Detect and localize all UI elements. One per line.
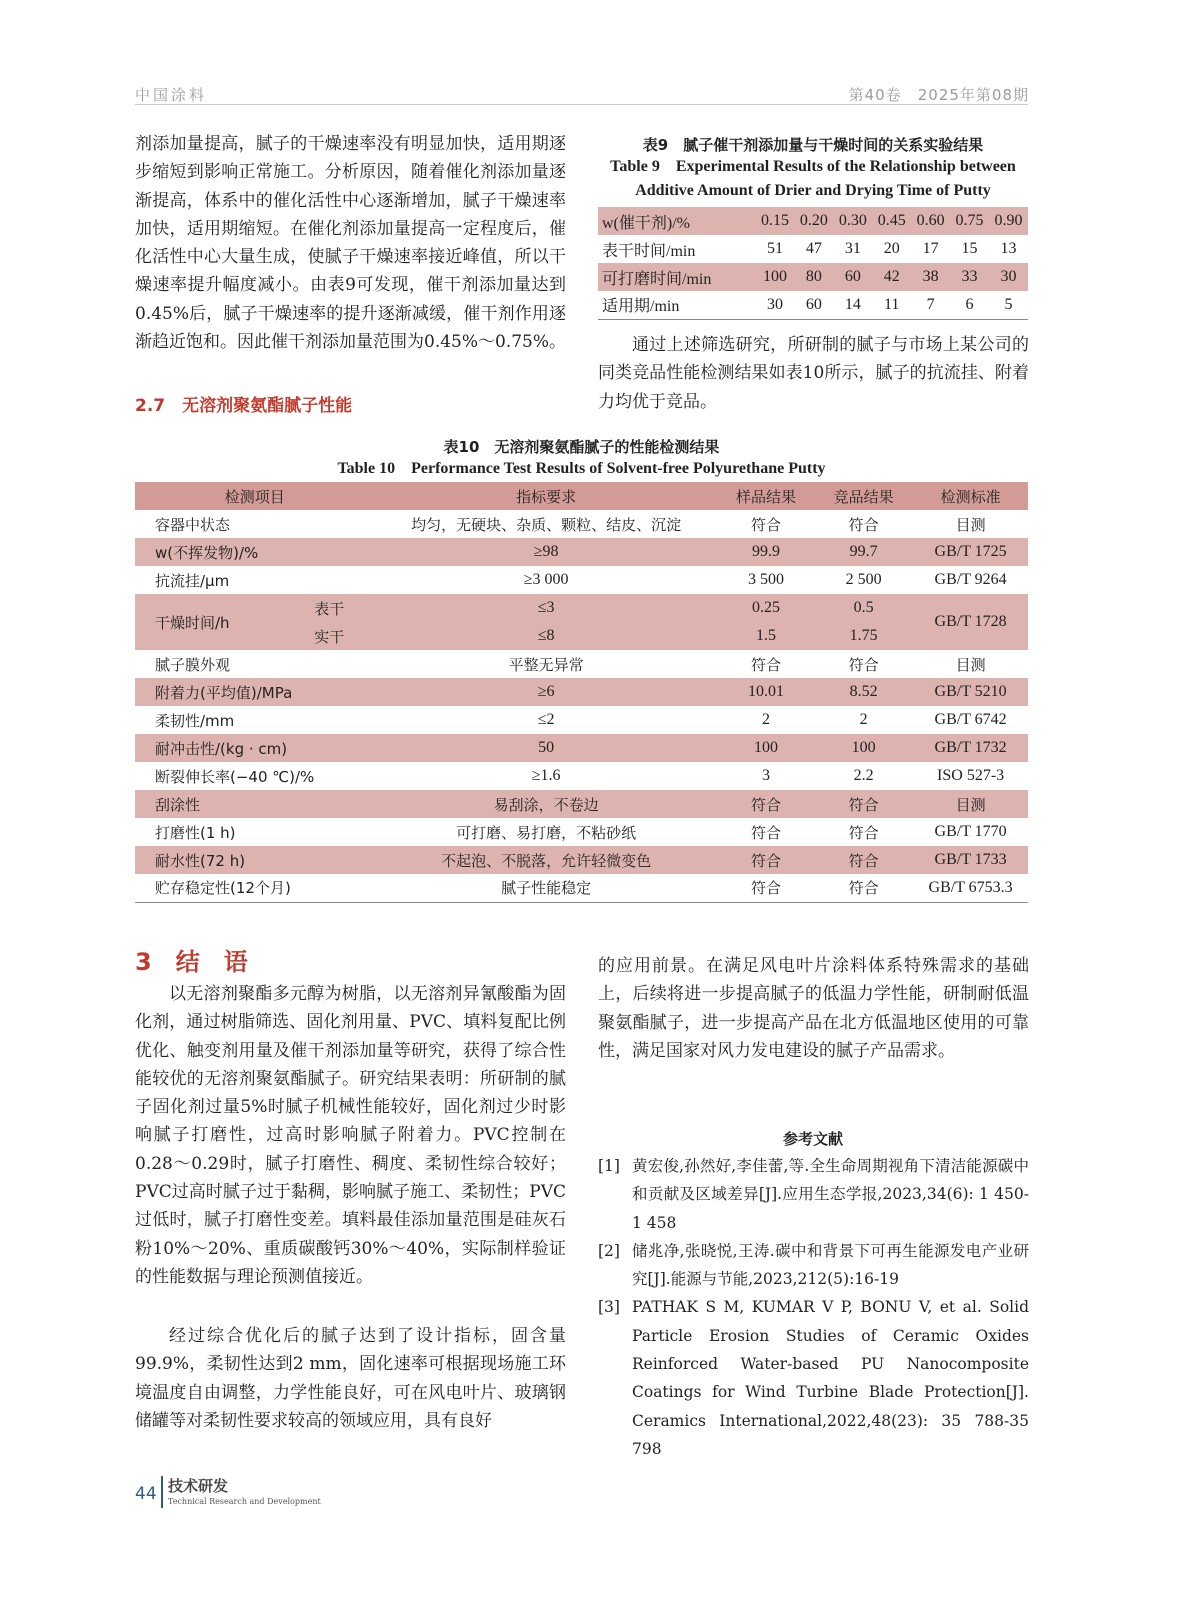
test-standard: GB/T 1733 (913, 846, 1028, 874)
test-standard: GB/T 9264 (934, 571, 1007, 588)
requirement: ≥98 (374, 538, 717, 566)
sub-item (314, 734, 374, 762)
table10-row (135, 818, 1028, 846)
competitor-result: 符合 (848, 823, 879, 842)
item: 耐水性(72 h) (135, 846, 314, 874)
cell: 30 (767, 295, 783, 313)
requirement: ≤3 (374, 594, 717, 622)
table10-header-row (135, 482, 1028, 510)
cell: 51 (767, 240, 783, 257)
table10-row (135, 678, 1028, 706)
table9 (598, 134, 1028, 320)
table9-row (598, 235, 1028, 263)
table10-row (135, 762, 1028, 790)
reference-text: PATHAK S M, KUMAR V P, BONU V, et al. Solid Particle Erosion Studies of Ceramic Oxides Reinforced Water-based PU Nanocomposite Coatings for Wind Turbine Blade Protection[J]. Ceramics International,2022,48(23): 35 788-35 798 (632, 1298, 1029, 1458)
sub-item (314, 818, 374, 846)
test-standard: GB/T 1770 (934, 823, 1007, 840)
sub-item: 实干 (314, 622, 374, 650)
item: 柔韧性/mm (155, 711, 235, 730)
test-standard: 目测 (955, 515, 986, 534)
table9-title-cn: 表9 腻子催干剂添加量与干燥时间的关系实验结果 (642, 136, 984, 154)
item: 打磨性(1 h) (155, 823, 236, 842)
item: 容器中状态 (155, 515, 231, 534)
table10-row (135, 538, 1028, 566)
table10 (135, 436, 1028, 903)
sample-result: 3 (761, 767, 770, 784)
item: 干燥时间/h (135, 594, 314, 650)
test-standard: GB/T 1725 (913, 538, 1028, 566)
cell: 20 (883, 240, 900, 257)
column-header: 指标要求 (374, 482, 717, 510)
test-standard: GB/T 6753.3 (928, 878, 1013, 896)
table10-grid (135, 482, 1028, 903)
requirement: 腻子性能稳定 (501, 879, 592, 898)
table9-title-en: Table 9 Experimental Results of the Relationship between Additive Amount of Drier and Drying Time of Putty (610, 158, 1016, 199)
cell: 0.75 (950, 207, 989, 235)
competitor-result: 99.7 (814, 538, 913, 566)
cell: 6 (965, 295, 974, 313)
reference-item (598, 1152, 1029, 1237)
cell: 38 (911, 263, 950, 291)
competitor-result: 2.2 (853, 767, 874, 784)
competitor-result: 符合 (848, 515, 879, 534)
sample-result: 2 (761, 711, 770, 728)
sub-item (314, 650, 374, 678)
cell: 0.20 (794, 207, 833, 235)
cell: 7 (926, 295, 935, 313)
test-standard: ISO 527-3 (937, 767, 1005, 784)
test-standard: GB/T 1732 (913, 734, 1028, 762)
table10-row (135, 650, 1028, 678)
requirement: ≥6 (374, 678, 717, 706)
sample-result: 符合 (750, 515, 781, 534)
row-label: 适用期/min (602, 298, 680, 316)
table10-title-en: Table 10 Performance Test Results of Solvent-free Polyurethane Putty (337, 460, 826, 477)
cell: 0.15 (756, 207, 795, 235)
cell: 5 (1004, 295, 1013, 313)
sub-item (314, 846, 374, 874)
table9-grid (598, 207, 1028, 320)
sample-result: 3 500 (747, 571, 784, 588)
requirement: 可打磨、易打磨，不粘砂纸 (456, 823, 637, 842)
requirement: ≥3 000 (523, 571, 569, 588)
row-label: w(催干剂)/% (598, 207, 756, 235)
table10-row (135, 706, 1028, 734)
cell: 0.90 (989, 207, 1028, 235)
cell: 0.45 (872, 207, 911, 235)
table10-row (135, 566, 1028, 594)
column-header: 样品结果 (718, 482, 814, 510)
reference-item (598, 1237, 1029, 1294)
reference-text: 储兆净,张晓悦,王涛.碳中和背景下可再生能源发电产业研究[J].能源与节能,2023,212(5):16-19 (632, 1241, 1029, 1289)
table10-row (135, 594, 1028, 622)
page-number: 44 (135, 1484, 157, 1504)
reference-item (598, 1293, 1029, 1463)
competitor-result: 符合 (814, 790, 913, 818)
cell: 80 (794, 263, 833, 291)
table10-row (135, 790, 1028, 818)
test-standard: 目测 (955, 655, 986, 674)
footer-section-cn: 技术研发 (168, 1477, 229, 1495)
test-standard: GB/T 1728 (913, 594, 1028, 650)
item: w(不挥发物)/% (135, 538, 314, 566)
row-label: 可打磨时间/min (598, 263, 756, 291)
item: 腻子膜外观 (155, 655, 231, 674)
sub-item (314, 678, 374, 706)
references-title: 参考文献 (782, 1130, 843, 1148)
cell: 42 (872, 263, 911, 291)
cell: 47 (805, 240, 822, 257)
footer-divider (161, 1476, 163, 1508)
requirement: 均匀，无硬块、杂质、颗粒、结皮、沉淀 (411, 515, 682, 534)
cell: 14 (844, 295, 861, 313)
sub-item (314, 538, 374, 566)
competitor-result: 8.52 (814, 678, 913, 706)
sample-result: 符合 (718, 790, 814, 818)
competitor-result: 100 (814, 734, 913, 762)
conclusion-paragraph-2: 经过综合优化后的腻子达到了设计指标，固含量99.9%，柔韧性达到2 mm，固化速率可根据现场施工环境温度自由调整，力学性能良好，可在风电叶片、玻璃钢储罐等对柔韧性要求较高的领域应用，具有良好 (135, 1326, 566, 1431)
cell: 0.60 (911, 207, 950, 235)
sub-item (314, 566, 374, 594)
requirement: 平整无异常 (508, 655, 584, 674)
right-paragraph: 通过上述筛选研究，所研制的腻子与市场上某公司的同类竞品性能检测结果如表10所示，腻子的抗流挂、附着力均优于竞品。 (598, 335, 1029, 412)
item: 断裂伸长率(−40 ℃)/% (155, 767, 315, 786)
competitor-result: 2 500 (845, 571, 882, 588)
cell: 60 (805, 295, 822, 313)
cell: 30 (989, 263, 1028, 291)
cell: 13 (1000, 240, 1017, 257)
item: 耐冲击性/(kg · cm) (135, 734, 314, 762)
conclusion-paragraph-right: 的应用前景。在满足风电叶片涂料体系特殊需求的基础上，后续将进一步提高腻子的低温力学性能，研制耐低温聚氨酯腻子，进一步提高产品在北方低温地区使用的可靠性，满足国家对风力发电建设的腻子产品需求。 (598, 956, 1029, 1061)
requirement: ≥1.6 (531, 767, 561, 784)
cell: 11 (884, 295, 900, 313)
requirement: 易刮涂，不卷边 (374, 790, 717, 818)
sub-item (314, 874, 374, 902)
footer-section-en: Technical Research and Development (168, 1497, 321, 1506)
competitor-result: 1.75 (814, 622, 913, 650)
table9-row (598, 291, 1028, 319)
requirement: ≤2 (537, 711, 555, 728)
requirement: 不起泡、不脱落，允许轻微变色 (374, 846, 717, 874)
sub-item: 表干 (314, 594, 374, 622)
competitor-result: 符合 (848, 879, 879, 898)
sample-result: 符合 (718, 846, 814, 874)
section-heading-3: 3 结 语 (135, 948, 248, 976)
item: 附着力(平均值)/MPa (135, 678, 314, 706)
row-label: 表干时间/min (602, 242, 696, 260)
competitor-result: 0.5 (814, 594, 913, 622)
cell: 100 (756, 263, 795, 291)
sub-item (314, 510, 374, 538)
test-standard: GB/T 6742 (934, 711, 1007, 728)
sub-item (314, 762, 374, 790)
references-list (598, 1152, 1029, 1463)
left-paragraph: 剂添加量提高，腻子的干燥速率没有明显加快，适用期逐步缩短到影响正常施工。分析原因，随着催化剂添加量逐渐提高，体系中的催化活性中心逐渐增加，腻子干燥速率加快，适用期缩短。在催化剂添加量提高一定程度后，催化活性中心大量生成，使腻子干燥速率接近峰值，所以干燥速率提升幅度减小。由表9可发现，催干剂添加量达到0.45%后，腻子干燥速率的提升逐渐减缓，催干剂作用逐渐趋近饱和。因此催干剂添加量范围为0.45%～0.75%。 (135, 134, 567, 353)
table9-row (598, 263, 1028, 291)
requirement: ≤8 (374, 622, 717, 650)
reference-text: 黄宏俊,孙然好,李佳蕾,等.全生命周期视角下清洁能源碳中和贡献及区域差异[J].应用生态学报,2023,34(6): 1 450-1 458 (632, 1157, 1029, 1232)
cell: 15 (961, 240, 978, 257)
sample-result: 符合 (750, 655, 781, 674)
competitor-result: 2 (859, 711, 868, 728)
column-header: 检测项目 (135, 482, 374, 510)
sample-result: 99.9 (718, 538, 814, 566)
cell: 33 (950, 263, 989, 291)
reference-number: [1] (598, 1157, 620, 1175)
table9-row (598, 207, 1028, 235)
reference-number: [2] (598, 1241, 620, 1260)
test-standard: 目测 (913, 790, 1028, 818)
column-header: 竞品结果 (814, 482, 913, 510)
sample-result: 0.25 (718, 594, 814, 622)
sample-result: 符合 (750, 823, 781, 842)
reference-number: [3] (598, 1298, 620, 1317)
cell: 60 (833, 263, 872, 291)
table10-row (135, 874, 1028, 902)
cell: 31 (844, 240, 861, 257)
competitor-result: 符合 (848, 655, 879, 674)
item: 贮存稳定性(12个月) (155, 879, 291, 898)
column-header: 检测标准 (913, 482, 1028, 510)
section-heading-2-7: 2.7 无溶剂聚氨酯腻子性能 (135, 396, 353, 416)
table10-row (135, 846, 1028, 874)
cell: 17 (922, 240, 939, 257)
table10-row (135, 510, 1028, 538)
item: 刮涂性 (135, 790, 314, 818)
sample-result: 1.5 (718, 622, 814, 650)
conclusion-paragraph-1: 以无溶剂聚酯多元醇为树脂，以无溶剂异氰酸酯为固化剂，通过树脂筛选、固化剂用量、PVC、填料复配比例优化、触变剂用量及催干剂添加量等研究，获得了综合性能较优的无溶剂聚氨酯腻子。研究结果表明：所研制的腻子固化剂过量5%时腻子机械性能较好，固化剂过少时影响腻子打磨性，过高时影响腻子附着力。PVC控制在0.28～0.29时，腻子打磨性、稠度、柔韧性综合较好；PVC过高时腻子过于黏稠，影响腻子施工、柔韧性；PVC过低时，腻子打磨性变差。填料最佳添加量范围是硅灰石粉10%～20%、重质碳酸钙30%～40%，实际制样验证的性能数据与理论预测值接近。 (135, 984, 566, 1287)
table10-row (135, 734, 1028, 762)
test-standard: GB/T 5210 (913, 678, 1028, 706)
sample-result: 符合 (750, 879, 781, 898)
issue-info: 第40卷 2025年第08期 (848, 86, 1029, 104)
journal-name: 中国涂料 (135, 86, 208, 104)
sub-item (314, 706, 374, 734)
item: 抗流挂/μm (155, 571, 230, 590)
sample-result: 10.01 (718, 678, 814, 706)
sample-result: 100 (718, 734, 814, 762)
competitor-result: 符合 (814, 846, 913, 874)
cell: 0.30 (833, 207, 872, 235)
table10-title-cn: 表10 无溶剂聚氨酯腻子的性能检测结果 (443, 438, 720, 456)
requirement: 50 (374, 734, 717, 762)
header-rule (135, 104, 1028, 105)
sub-item (314, 790, 374, 818)
